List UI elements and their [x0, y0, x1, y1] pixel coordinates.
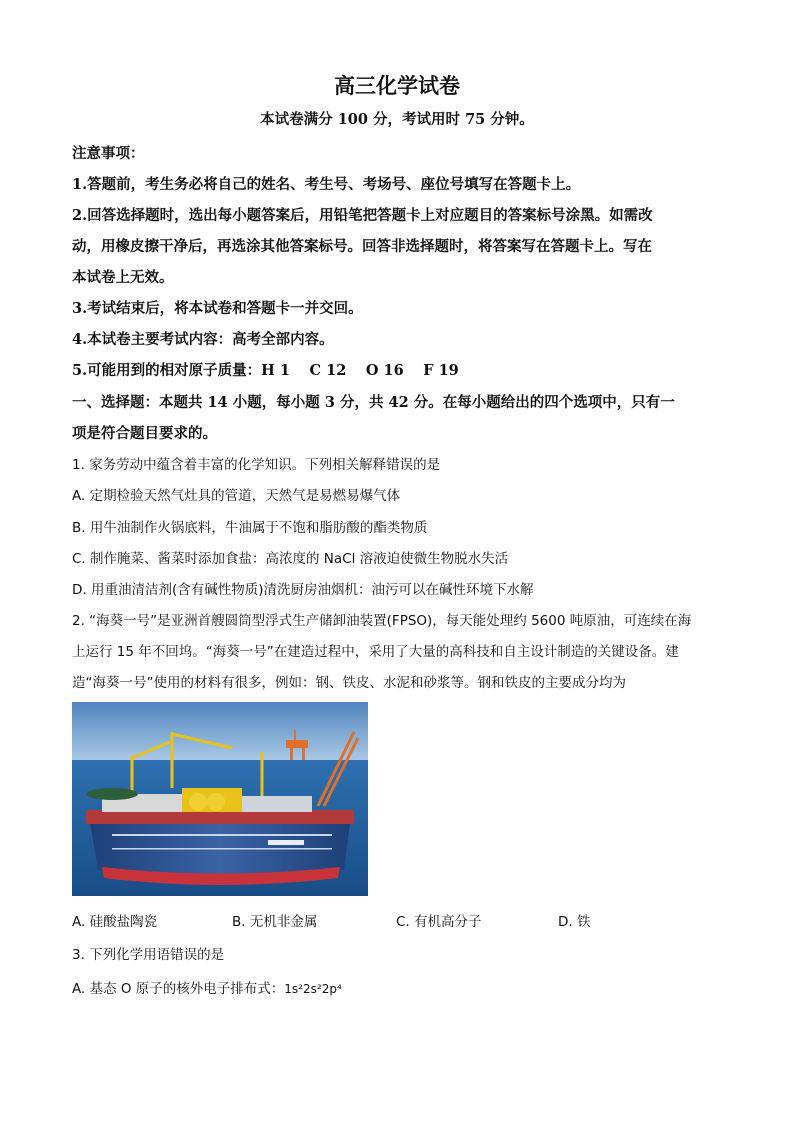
page-subtitle: 本试卷满分 100 分，考试用时 75 分钟。	[260, 111, 534, 128]
electron-configuration: 1s²2s²2p⁴	[284, 982, 342, 996]
notice-item-5: 5.可能用到的相对原子质量：H 1 C 12 O 16 F 19	[72, 362, 459, 379]
question-2-option-a: A. 硅酸盐陶瓷	[72, 914, 158, 930]
question-2-stem-line-2: 上运行 15 年不回坞。“海葵一号”在建造过程中，采用了大量的高科技和自主设计制造的关键设备。建	[72, 644, 679, 660]
question-3-stem: 3. 下列化学用语错误的是	[72, 947, 225, 963]
question-3-option-a	[72, 977, 342, 997]
section-1-heading-line-1: 一、选择题：本题共 14 小题，每小题 3 分，共 42 分。在每小题给出的四个选项中，只有一	[72, 394, 675, 411]
question-1-option-b: B. 用牛油制作火锅底料，牛油属于不饱和脂肪酸的酯类物质	[72, 520, 428, 536]
notice-item-1: 1.答题前，考生务必将自己的姓名、考生号、考场号、座位号填写在答题卡上。	[72, 176, 581, 193]
question-2-option-d: D. 铁	[558, 914, 591, 930]
notice-item-2-line-2: 动，用橡皮擦干净后，再选涂其他答案标号。回答非选择题时，将答案写在答题卡上。写在	[72, 238, 652, 255]
notice-item-2-line-3: 本试卷上无效。	[72, 269, 174, 286]
question-1-option-d: D. 用重油清洁剂(含有碱性物质)清洗厨房油烟机：油污可以在碱性环境下水解	[72, 582, 534, 598]
question-1-option-a: A. 定期检验天然气灶具的管道，天然气是易燃易爆气体	[72, 488, 401, 504]
question-2-stem-line-3: 造“海葵一号”使用的材料有很多，例如：钢、铁皮、水泥和砂浆等。钢和铁皮的主要成分均为	[72, 675, 626, 691]
notice-heading: 注意事项：	[72, 145, 145, 162]
question-2-stem-line-1: 2. “海葵一号”是亚洲首艘圆筒型浮式生产储卸油装置(FPSO)，每天能处理约 5600 吨原油，可连续在海	[72, 613, 692, 629]
notice-item-3: 3.考试结束后，将本试卷和答题卡一并交回。	[72, 300, 363, 317]
question-2-option-c: C. 有机高分子	[396, 914, 482, 930]
question-2-option-b: B. 无机非金属	[232, 914, 318, 930]
question-3-option-a-text: A. 基态 O 原子的核外电子排布式：	[72, 981, 285, 997]
question-1-option-c: C. 制作腌菜、酱菜时添加食盐：高浓度的 NaCl 溶液迫使微生物脱水失活	[72, 551, 509, 567]
fpso-photo	[72, 702, 368, 896]
notice-item-4: 4.本试卷主要考试内容：高考全部内容。	[72, 331, 334, 348]
section-1-heading-line-2: 项是符合题目要求的。	[72, 425, 217, 442]
question-1-stem: 1. 家务劳动中蕴含着丰富的化学知识。下列相关解释错误的是	[72, 457, 441, 473]
page-title: 高三化学试卷	[334, 73, 460, 98]
notice-item-2-line-1: 2.回答选择题时，选出每小题答案后，用铅笔把答题卡上对应题目的答案标号涂黑。如需改	[72, 207, 653, 224]
